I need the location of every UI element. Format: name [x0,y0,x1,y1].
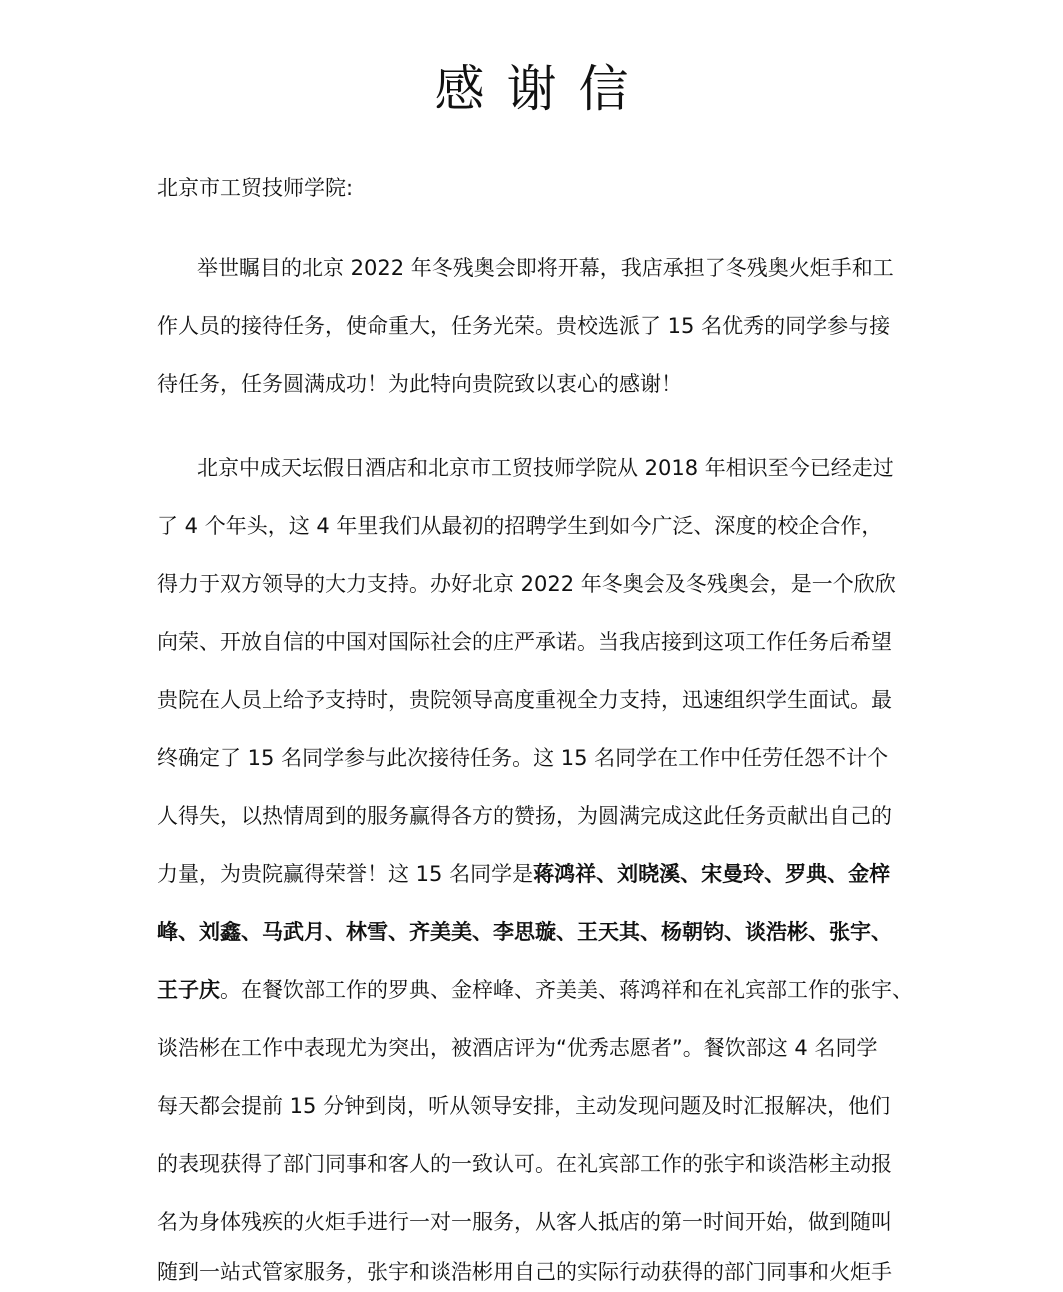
paragraph-1-line-2: 作人员的接待任务，使命重大，任务光荣。贵校选派了 15 名优秀的同学参与接 [157,314,891,338]
paragraph-1-line-3: 待任务，任务圆满成功！为此特向贵院致以衷心的感谢！ [157,372,682,396]
paragraph-1-line-1: 举世瞩目的北京 2022 年冬残奥会即将开幕，我店承担了冬残奥火炬手和工 [197,256,894,280]
student-names-bold: 王子庆 [157,978,220,1002]
paragraph-2-line-5: 贵院在人员上给予支持时，贵院领导高度重视全力支持，迅速组织学生面试。最 [157,688,892,712]
student-names-bold: 峰、刘鑫、马武月、林雪、齐美美、李思璇、王天其、杨朝钧、谈浩彬、张宇、 [157,920,892,944]
paragraph-2-line-9 [157,912,892,952]
paragraph-2-line-4: 向荣、开放自信的中国对国际社会的庄严承诺。当我店接到这项工作任务后希望 [157,630,892,654]
line-text: 。在餐饮部工作的罗典、金梓峰、齐美美、蒋鸿祥和在礼宾部工作的张宇、 [220,978,913,1002]
paragraph-2-line-11: 谈浩彬在工作中表现尤为突出，被酒店评为“优秀志愿者”。餐饮部这 4 名同学 [157,1036,878,1060]
paragraph-2-line-14: 名为身体残疾的火炬手进行一对一服务，从客人抵店的第一时间开始，做到随叫 [157,1210,892,1234]
paragraph-2-line-7: 人得失，以热情周到的服务赢得各方的赞扬，为圆满完成这此任务贡献出自己的 [157,804,892,828]
paragraph-2-line-1: 北京中成天坛假日酒店和北京市工贸技师学院从 2018 年相识至今已经走过 [197,456,894,480]
paragraph-2-line-10 [157,970,913,1010]
student-names-bold: 蒋鸿祥、刘晓溪、宋曼玲、罗典、金梓 [533,862,891,886]
paragraph-2-line-12: 每天都会提前 15 分钟到岗，听从领导安排，主动发现问题及时汇报解决，他们 [157,1094,891,1118]
paragraph-2-line-3: 得力于双方领导的大力支持。办好北京 2022 年冬奥会及冬残奥会，是一个欣欣 [157,572,896,596]
line-text: 力量，为贵院赢得荣誉！这 15 名同学是 [157,862,534,886]
paragraph-2-line-8 [157,854,890,894]
letter-title: 感谢信 [434,60,651,118]
paragraph-2-line-15: 随到一站式管家服务，张宇和谈浩彬用自己的实际行动获得的部门同事和火炬手 [157,1260,892,1284]
paragraph-2-line-6: 终确定了 15 名同学参与此次接待任务。这 15 名同学在工作中任劳任怨不计个 [157,746,889,770]
paragraph-2-line-2: 了 4 个年头，这 4 年里我们从最初的招聘学生到如今广泛、深度的校企合作， [157,514,883,538]
salutation: 北京市工贸技师学院: [157,176,354,200]
paragraph-2-line-13: 的表现获得了部门同事和客人的一致认可。在礼宾部工作的张宇和谈浩彬主动报 [157,1152,892,1176]
